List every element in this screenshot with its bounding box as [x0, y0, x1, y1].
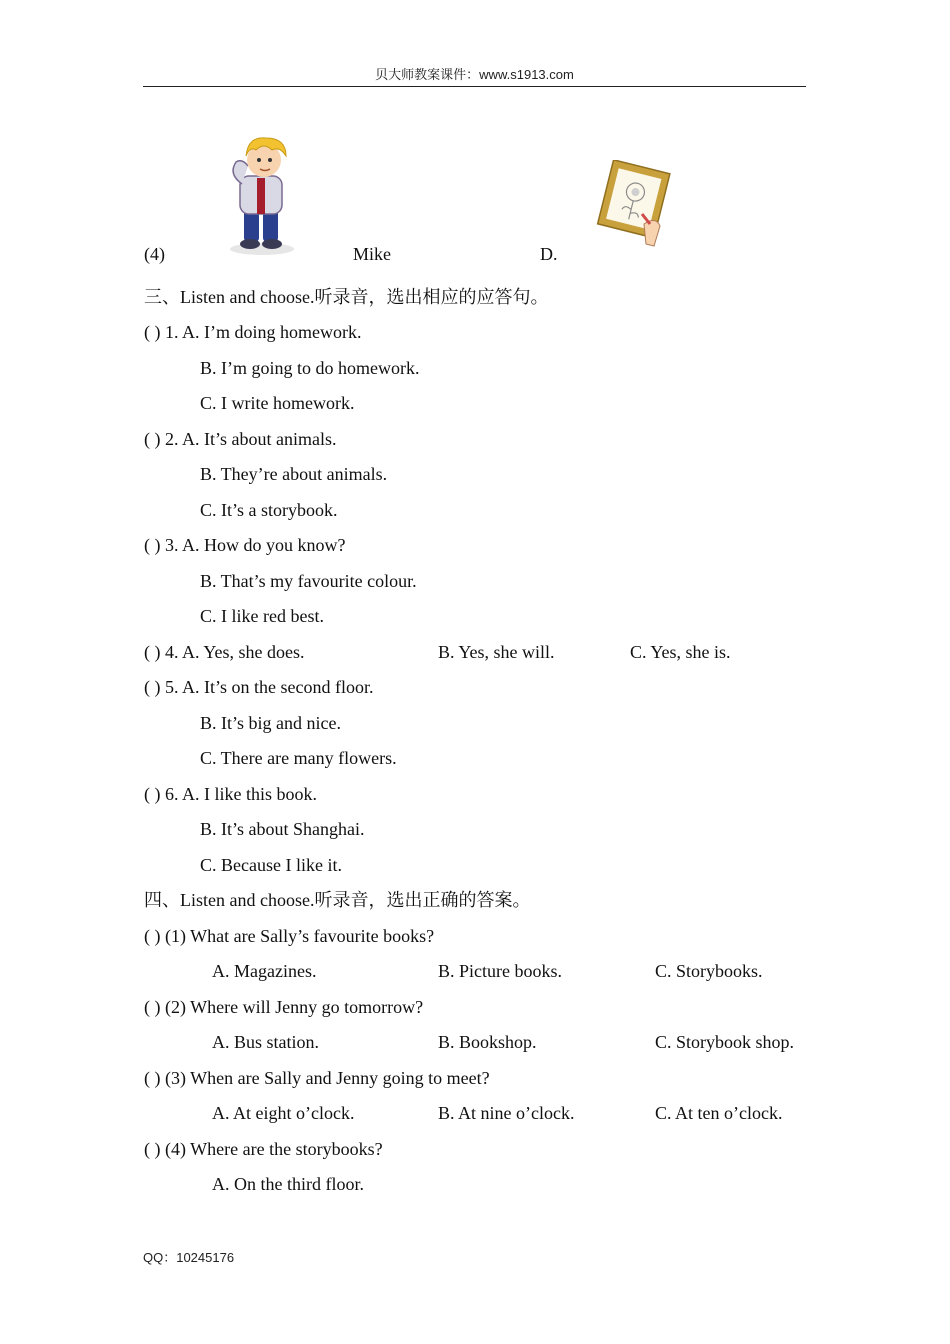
footer-text: QQ：10245176 [143, 1250, 235, 1265]
s3-q1-stem: ( ) 1. A. I’m doing homework. [144, 322, 362, 342]
s4-q1-option-c: C. Storybooks. [655, 961, 763, 981]
s4-q1-option-b: B. Picture books. [438, 961, 562, 981]
s3-q3-stem: ( ) 3. A. How do you know? [144, 535, 346, 555]
s4-q1-option-a: A. Magazines. [212, 961, 317, 981]
s3-q3-option-c: C. I like red best. [200, 606, 324, 626]
s3-q1-option-c: C. I write homework. [200, 393, 355, 413]
boy-illustration [226, 134, 298, 256]
s3-q4-option-b: B. Yes, she will. [438, 642, 555, 662]
s3-q2-stem: ( ) 2. A. It’s about animals. [144, 429, 337, 449]
s3-q4-stem: ( ) 4. A. Yes, she does. [144, 642, 305, 662]
s3-q5-stem: ( ) 5. A. It’s on the second floor. [144, 677, 374, 697]
header-text: 贝大师教案课件：www.s1913.com [375, 67, 574, 82]
section4-title: 四、Listen and choose.听录音，选出正确的答案。 [144, 890, 531, 910]
item4-number: (4) [144, 244, 165, 264]
s4-q4-stem: ( ) (4) Where are the storybooks? [144, 1139, 383, 1159]
page-header [143, 64, 806, 87]
s4-q3-stem: ( ) (3) When are Sally and Jenny going to meet? [144, 1068, 490, 1088]
s3-q5-option-c: C. There are many flowers. [200, 748, 397, 768]
s3-q6-option-c: C. Because I like it. [200, 855, 342, 875]
s4-q3-option-a: A. At eight o’clock. [212, 1103, 355, 1123]
s3-q3-option-b: B. That’s my favourite colour. [200, 571, 417, 591]
s3-q6-option-b: B. It’s about Shanghai. [200, 819, 365, 839]
s3-q6-stem: ( ) 6. A. I like this book. [144, 784, 317, 804]
s4-q2-stem: ( ) (2) Where will Jenny go tomorrow? [144, 997, 424, 1017]
drawing-picture-illustration [594, 160, 674, 248]
s3-q2-option-b: B. They’re about animals. [200, 464, 388, 484]
s4-q4-option-a: A. On the third floor. [212, 1174, 364, 1194]
s3-q5-option-b: B. It’s big and nice. [200, 713, 341, 733]
s4-q3-option-b: B. At nine o’clock. [438, 1103, 575, 1123]
s4-q2-option-a: A. Bus station. [212, 1032, 320, 1052]
s4-q2-option-b: B. Bookshop. [438, 1032, 537, 1052]
s4-q3-option-c: C. At ten o’clock. [655, 1103, 783, 1123]
s4-q1-stem: ( ) (1) What are Sally’s favourite books? [144, 926, 435, 946]
s3-q4-option-c: C. Yes, she is. [630, 642, 731, 662]
item4-name: Mike [353, 244, 391, 264]
s3-q2-option-c: C. It’s a storybook. [200, 500, 338, 520]
item4-letter: D. [540, 244, 558, 264]
section3-title: 三、Listen and choose.听录音，选出相应的应答句。 [144, 287, 549, 307]
s3-q1-option-b: B. I’m going to do homework. [200, 358, 420, 378]
page-footer [143, 1247, 234, 1266]
s4-q2-option-c: C. Storybook shop. [655, 1032, 795, 1052]
